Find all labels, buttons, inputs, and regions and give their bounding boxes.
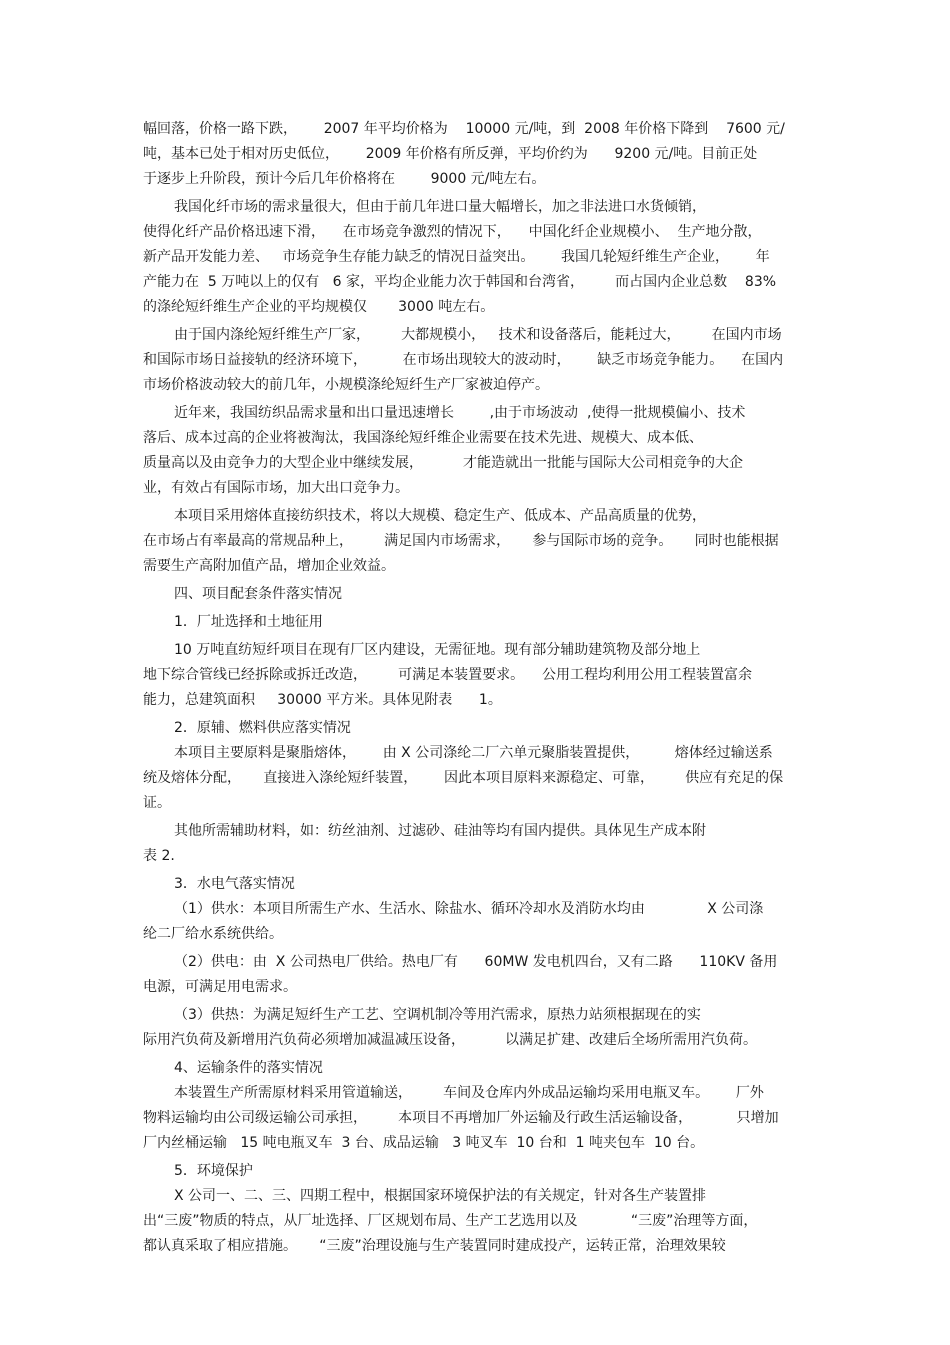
text-line: 4、运输条件的落实情况 — [174, 1060, 323, 1076]
text-line: 物料运输均由公司级运输公司承担， 本项目不再增加厂外运输及行政生活运输设备， 只增加 — [143, 1110, 779, 1126]
text-line: 产能力在 5 万吨以上的仅有 6 家，平均企业能力次于韩国和台湾省， 而占国内企业总数 83% — [143, 274, 777, 290]
text-line: 近年来，我国纺织品需求量和出口量迅速增长 ,由于市场波动 ,使得一批规模偏小、技术 — [174, 405, 746, 421]
text-line: 1．厂址选择和土地征用 — [174, 614, 323, 630]
text-line: 3．水电气落实情况 — [174, 876, 295, 892]
text-line: 吨，基本已处于相对历史低位， 2009 年价格有所反弹，平均价约为 9200 元/吨。目前正处 — [143, 146, 758, 162]
text-line: 落后、成本过高的企业将被淘汰，我国涤纶短纤维企业需要在技术先进、规模大、成本低、 — [143, 430, 703, 446]
text-line: （1）供水：本项目所需生产水、生活水、除盐水、循环冷却水及消防水均由 X 公司涤 — [174, 901, 764, 917]
text-line: 2．原辅、燃料供应落实情况 — [174, 720, 351, 736]
text-line: （3）供热：为满足短纤生产工艺、空调机制冷等用汽需求，原热力站须根据现在的实 — [174, 1007, 701, 1023]
text-line: （2）供电：由 X 公司热电厂供给。热电厂有 60MW 发电机四台，又有二路 110KV 备用 — [174, 954, 778, 970]
text-line: 的涤纶短纤维生产企业的平均规模仅 3000 吨左右。 — [143, 299, 495, 315]
text-line: 质量高以及由竞争力的大型企业中继续发展， 才能造就出一批能与国际大公司相竞争的大企 — [143, 455, 744, 471]
text-line: 际用汽负荷及新增用汽负荷必须增加减温减压设备， 以满足扩建、改建后全场所需用汽负荷。 — [143, 1032, 758, 1048]
text-line: 于逐步上升阶段，预计今后几年价格将在 9000 元/吨左右。 — [143, 171, 546, 187]
text-line: 10 万吨直纺短纤项目在现有厂区内建设，无需征地。现有部分辅助建筑物及部分地上 — [174, 642, 701, 658]
text-line: 使得化纤产品价格迅速下滑， 在市场竞争激烈的情况下， 中国化纤企业规模小、 生产地分散， — [143, 224, 762, 240]
text-line: 我国化纤市场的需求量很大，但由于前几年进口量大幅增长，加之非法进口水货倾销， — [174, 199, 706, 215]
text-line: 电源，可满足用电需求。 — [143, 979, 297, 995]
text-line: 市场价格波动较大的前几年，小规模涤纶短纤生产厂家被迫停产。 — [143, 377, 549, 393]
text-line: 证。 — [143, 795, 171, 811]
text-line: 新产品开发能力差、 市场竞争生存能力缺乏的情况日益突出。 我国几轮短纤维生产企业， 年 — [143, 249, 770, 265]
text-line: 本项目采用熔体直接纺织技术，将以大规模、稳定生产、低成本、产品高质量的优势， — [174, 508, 706, 524]
text-line: 和国际市场日益接轨的经济环境下， 在市场出现较大的波动时， 缺乏市场竞争能力。 在国内 — [143, 352, 784, 368]
text-line: 在市场占有率最高的常规品种上， 满足国内市场需求， 参与国际市场的竞争。 同时也能根据 — [143, 533, 779, 549]
text-line: 出“三废”物质的特点，从厂址选择、厂区规划布局、生产工艺选用以及 “三废”治理等方面， — [143, 1213, 758, 1229]
text-line: 其他所需辅助材料，如：纺丝油剂、过滤砂、硅油等均有国内提供。具体见生产成本附 — [174, 823, 706, 839]
text-line: 表 2. — [143, 848, 175, 864]
text-line: 厂内丝桶运输 15 吨电瓶叉车 3 台、成品运输 3 吨叉车 10 台和 1 吨夹包车 10 台。 — [143, 1135, 705, 1151]
text-line: 由于国内涤纶短纤维生产厂家， 大都规模小， 技术和设备落后，能耗过大， 在国内市场 — [174, 327, 782, 343]
text-line: 四、项目配套条件落实情况 — [174, 586, 342, 602]
text-line: 本项目主要原料是聚脂熔体， 由 X 公司涤纶二厂六单元聚脂装置提供， 熔体经过输送系 — [174, 745, 773, 761]
text-line: 本装置生产所需原材料采用管道输送， 车间及仓库内外成品运输均采用电瓶叉车。 厂外 — [174, 1085, 764, 1101]
text-line: 业，有效占有国际市场，加大出口竞争力。 — [143, 480, 409, 496]
text-line: 都认真采取了相应措施。 “三废”治理设施与生产装置同时建成投产，运转正常，治理效果较 — [143, 1238, 726, 1254]
body-text — [143, 117, 813, 1259]
text-line: 需要生产高附加值产品，增加企业效益。 — [143, 558, 395, 574]
text-line: 统及熔体分配， 直接进入涤纶短纤装置， 因此本项目原料来源稳定、可靠， 供应有充足的保 — [143, 770, 784, 786]
text-line: 幅回落，价格一路下跌， 2007 年平均价格为 10000 元/吨，到 2008 年价格下降到 7600 元/ — [143, 121, 785, 137]
text-line: 5．环境保护 — [174, 1163, 253, 1179]
text-line: X 公司一、二、三、四期工程中，根据国家环境保护法的有关规定，针对各生产装置排 — [174, 1188, 707, 1204]
text-line: 纶二厂给水系统供给。 — [143, 926, 283, 942]
text-line: 地下综合管线已经拆除或拆迁改造， 可满足本装置要求。 公用工程均利用公用工程装置富余 — [143, 667, 752, 683]
text-line: 能力，总建筑面积 30000 平方米。具体见附表 1。 — [143, 692, 502, 708]
